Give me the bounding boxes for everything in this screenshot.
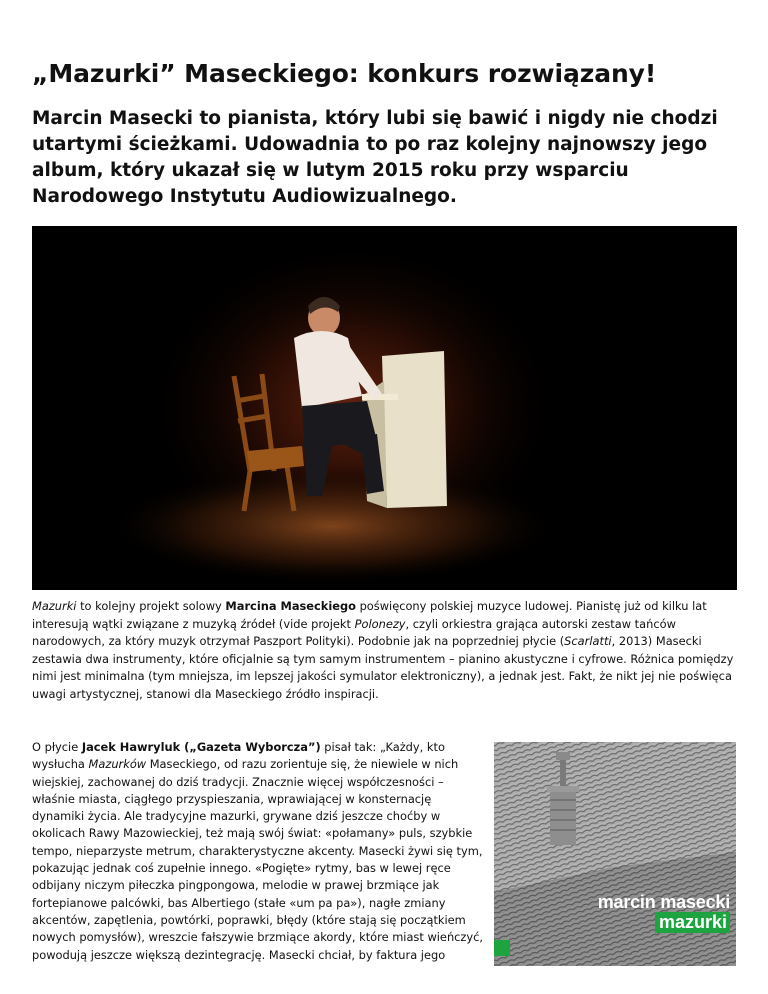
- album-artist-label: marcin masecki: [597, 892, 730, 912]
- hero-photo-pianist: [32, 226, 737, 590]
- album-cover: [494, 742, 736, 966]
- album-green-square: [494, 940, 510, 956]
- album-title-label: mazurki: [655, 912, 730, 933]
- article-paragraph-2: O płycie Jacek Hawryluk („Gazeta Wyborcza”) pisał tak: „Każdy, kto wysłucha Mazurków Maseckiego, od razu zorientuje się, że niewiele w nich wiejskiej, zachowanej do dziś tradycji. Znacznie więcej współczesności – właśnie miasta, ciągłego przyspieszania, wprawiającej w konsternację dynamiki życia. Ale tradycyjne mazurki, grywane dziś jeszcze choćby w okolicach Rawy Mazowieckiej, też mają swój świat: «połamany» puls, szybkie tempo, nieparzyste metrum, charakterystyczne akcenty. Masecki żywi się tym, pokazując jednak coś zupełnie innego. «Pogięte» rytmy, bas w lewej ręce odbijany niczym piłeczka pingpongowa, melodie w prawej brzmiące jak fortepianowe palcówki, bas Albertiego (stałe «um pa pa»), nagłe zmiany akcentów, zapętlenia, powtórki, poprawki, błędy (które stają się początkiem nowych pomysłów), wreszcie fałszywie brzmiące akordy, które miast wieńczyć, powodują jeszcze większą dezintegrację. Masecki chciał, by faktura jego: [32, 740, 484, 962]
- article-title: „Mazurki” Maseckiego: konkurs rozwiązany!: [32, 59, 657, 88]
- article-lead: Marcin Masecki to pianista, który lubi się bawić i nigdy nie chodzi utartymi ścieżkami. Udowadnia to po raz kolejny najnowszy jego album, który ukazał się w lutym 2015 roku przy wsparciu Narodowego Instytutu Audiowizualnego.: [32, 108, 718, 207]
- article-paragraph-1: Mazurki to kolejny projekt solowy Marcina Maseckiego poświęcony polskiej muzyce ludowej. Pianistę już od kilku lat interesują wątki związane z muzyką źródeł (vide projekt Polonezy, czyli orkiestra grająca autorski zestaw tańców narodowych, za który muzyk otrzymał Paszport Polityki). Podobnie jak na poprzedniej płycie (Scarlatti, 2013) Masecki zestawia dwa instrumenty, które oficjalnie są tym samym instrumentem – pianino akustyczne i cyfrowe. Różnica pomiędzy nimi jest minimalna (tym mniejsza, im lepszej jakości symulator elektroniczny), a jednak jest. Fakt, że nikt jej nie poświęca uwagi artystycznej, stanowi dla Maseckiego źródło inspiracji.: [32, 599, 734, 701]
